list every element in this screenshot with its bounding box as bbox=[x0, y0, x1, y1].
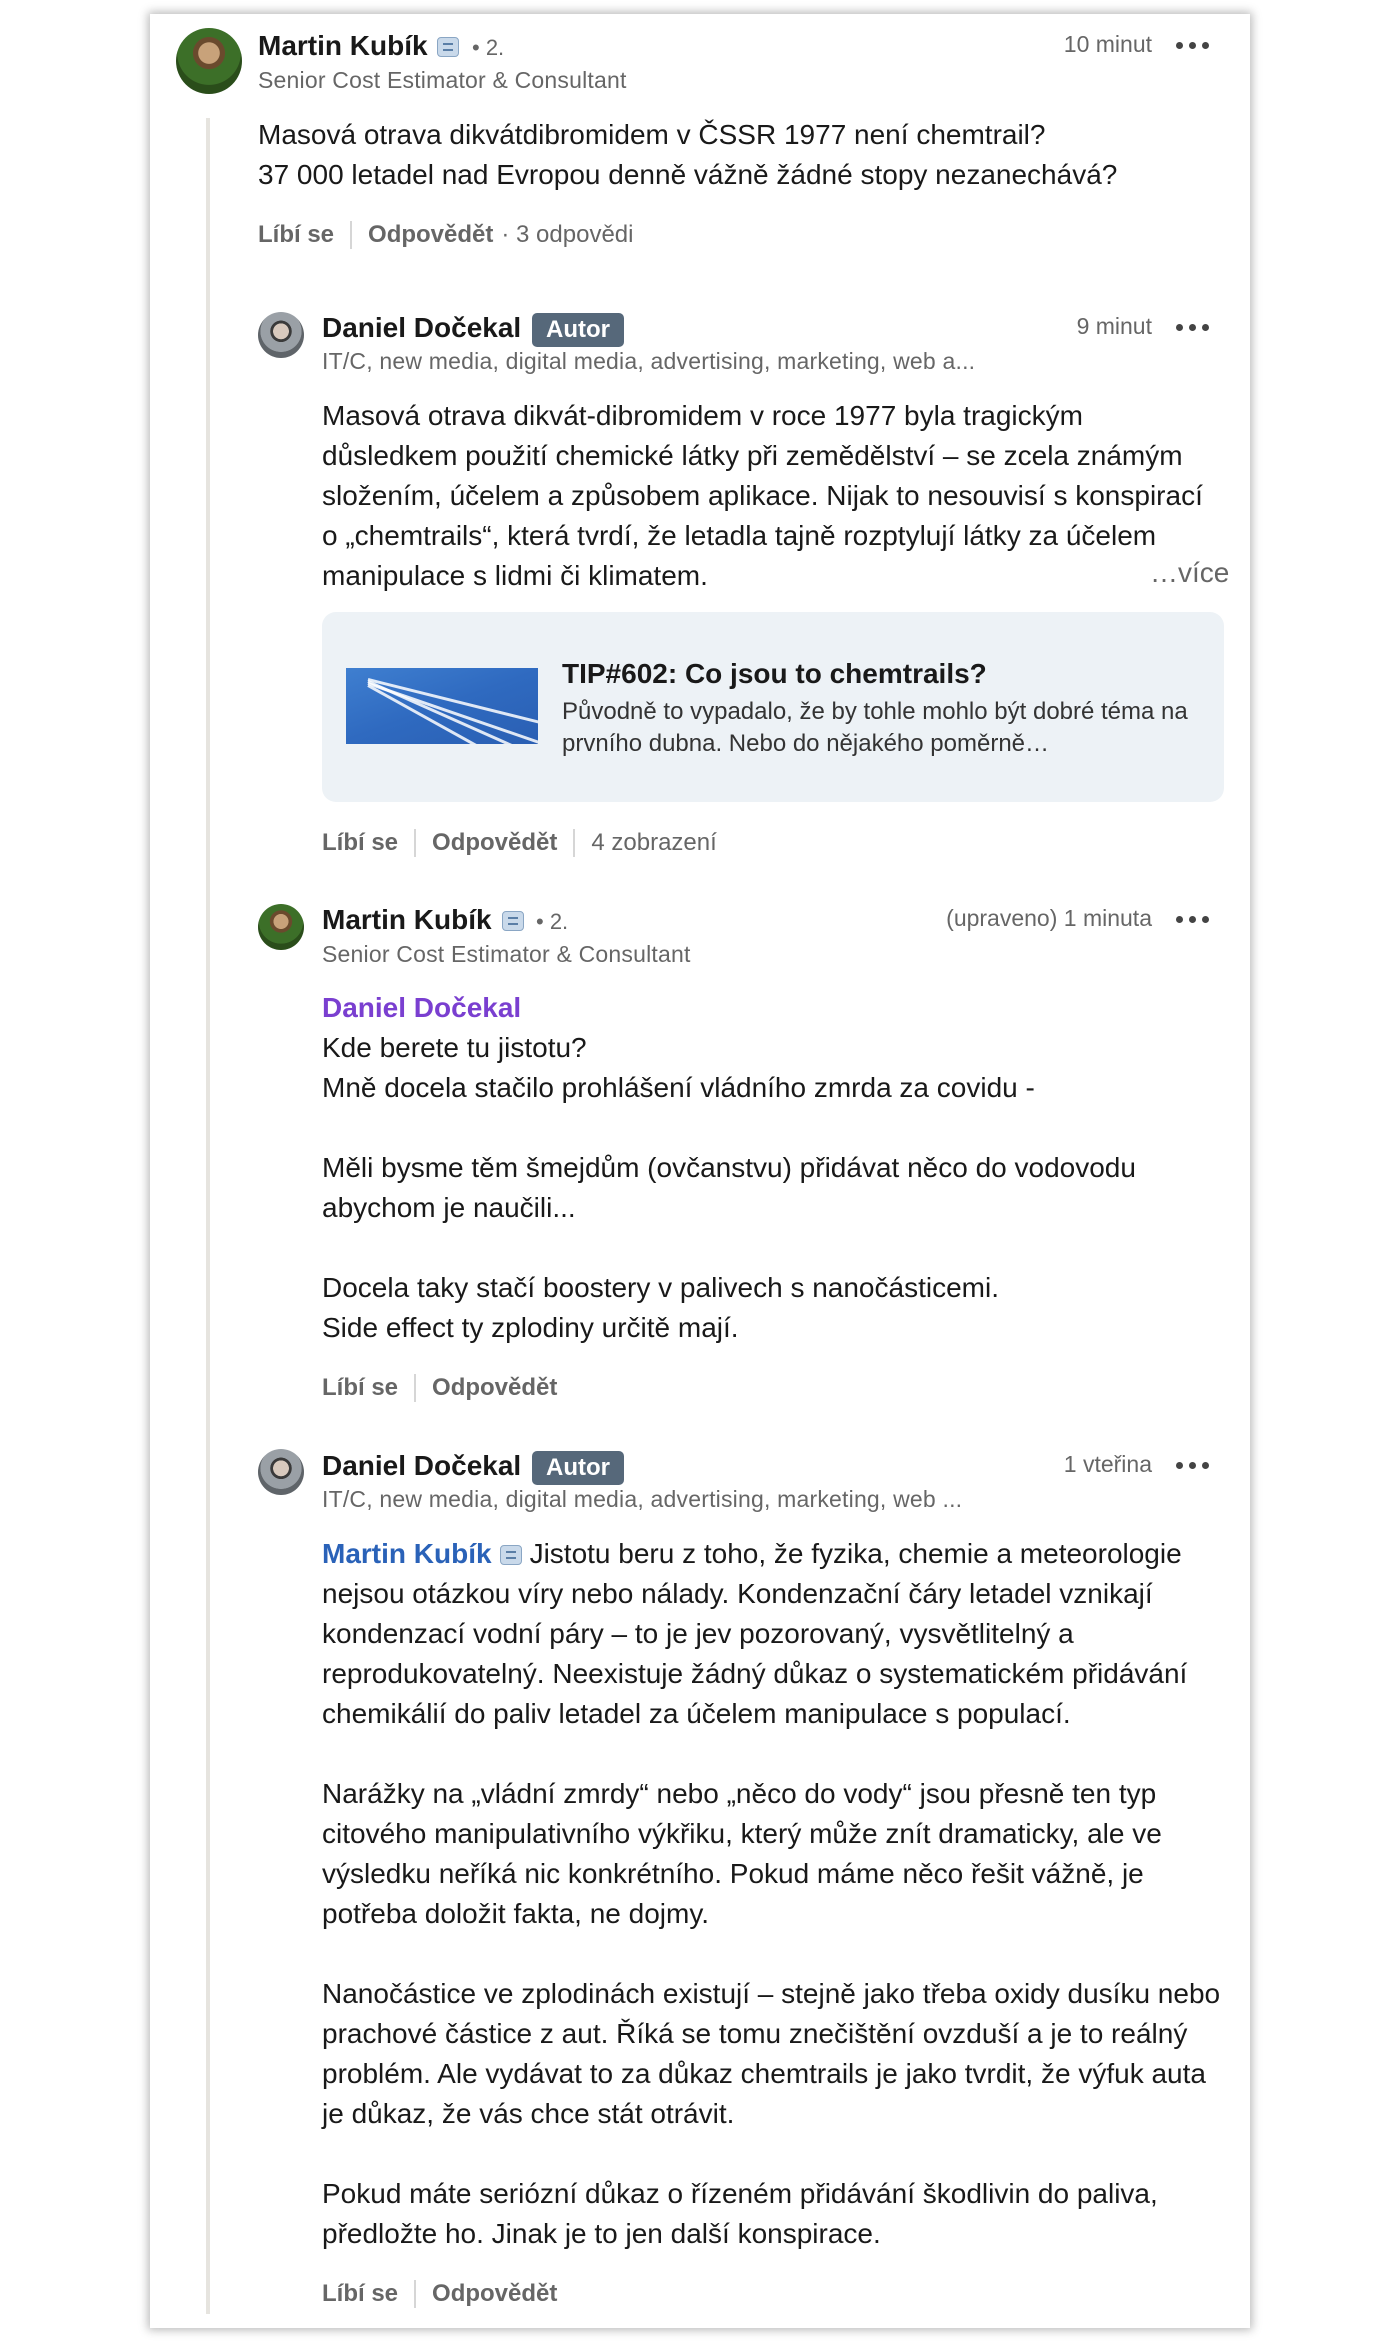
like-button[interactable]: Líbí se bbox=[258, 221, 335, 248]
comment-text: Masová otrava dikvát-dibromidem v roce 1977 byla tragickým důsledkem použití chemické látky při zemědělství – se zcela známým složením, účelem a způsobem aplikace. Nijak to nesouvisí s konspirací o „chemtrails“, která tvrdí, že letadla tajně rozptylují látky za účelem manipulace s lidmi či klimatem. bbox=[322, 400, 1203, 591]
verified-icon bbox=[500, 1545, 522, 1565]
author-name[interactable]: Martin Kubík bbox=[258, 30, 428, 61]
connection-degree: • 2. bbox=[472, 35, 505, 60]
reply-button[interactable]: Odpovědět bbox=[432, 829, 558, 856]
author-headline: Senior Cost Estimator & Consultant bbox=[258, 67, 627, 93]
comment-actions bbox=[322, 1374, 557, 1402]
avatar-daniel-docekal[interactable] bbox=[258, 1449, 304, 1495]
reply-button[interactable]: Odpovědět bbox=[368, 221, 494, 248]
author-badge: Autor bbox=[532, 1451, 624, 1485]
link-preview-card[interactable] bbox=[322, 612, 1224, 802]
replies-count-link[interactable]: · 3 odpovědi bbox=[501, 221, 634, 248]
like-button[interactable]: Líbí se bbox=[322, 1374, 399, 1401]
preview-description: Původně to vypadalo, že by tohle mohlo být dobré téma na prvního dubna. Nebo do nějakého poměrně… bbox=[562, 698, 1188, 757]
like-button[interactable]: Líbí se bbox=[322, 829, 399, 856]
divider bbox=[414, 829, 416, 857]
comment-actions bbox=[322, 2280, 557, 2308]
author-name[interactable]: Daniel Dočekal bbox=[322, 1450, 522, 1481]
author-name[interactable]: Daniel Dočekal bbox=[322, 312, 522, 343]
mention-link[interactable]: Martin Kubík bbox=[322, 1538, 492, 1569]
reply-button[interactable]: Odpovědět bbox=[432, 2280, 558, 2307]
preview-title: TIP#602: Co jsou to chemtrails? bbox=[562, 658, 987, 689]
more-options-icon[interactable] bbox=[1176, 320, 1210, 334]
reply-button[interactable]: Odpovědět bbox=[432, 1374, 558, 1401]
verified-icon bbox=[437, 37, 459, 57]
divider bbox=[414, 1374, 416, 1402]
like-button[interactable]: Líbí se bbox=[322, 2280, 399, 2307]
divider bbox=[350, 221, 352, 249]
comment-text: Jistotu beru z toho, že fyzika, chemie a meteorologie nejsou otázkou víry nebo nálady. Kondenzační čáry letadel vznikají kondenzací vodní páry – to je jev pozorovaný, vysvětlitelný a reprodukovatelný. Neexistuje žádný důkaz o systematickém přidávání chemikálií do paliv letadel za účelem manipulace s populací. bbox=[322, 1538, 1188, 1729]
more-options-icon[interactable] bbox=[1176, 1458, 1210, 1472]
connection-degree: • 2. bbox=[536, 909, 569, 934]
views-count: 4 zobrazení bbox=[591, 829, 717, 856]
more-options-icon[interactable] bbox=[1176, 38, 1210, 52]
comment-text: Masová otrava dikvátdibromidem v ČSSR 1977 není chemtrail? 37 000 letadel nad Evropou denně vážně žádné stopy nezanechává? bbox=[258, 119, 1118, 190]
comment-text: Kde berete tu jistotu? Mně docela stačilo prohlášení vládního zmrda za covidu - Měli bysme těm šmejdům (ovčanstvu) přidávat něco do vodovodu abychom je naučili... Docela taky stačí boostery v palivech s nanočásticemi. Side effect ty zplodiny určitě mají. bbox=[322, 1032, 1136, 1343]
timestamp: (upraveno) 1 minuta bbox=[946, 905, 1152, 931]
verified-icon bbox=[502, 911, 524, 931]
timestamp: 10 minut bbox=[1063, 31, 1152, 57]
timestamp: 1 vteřina bbox=[1063, 1451, 1152, 1477]
comment-actions bbox=[322, 829, 717, 857]
author-headline: IT/C, new media, digital media, advertising, marketing, web ... bbox=[322, 1486, 963, 1512]
avatar-martin-kubik[interactable] bbox=[258, 904, 304, 950]
divider bbox=[414, 2280, 416, 2308]
timestamp: 9 minut bbox=[1076, 313, 1152, 339]
see-more-link[interactable]: …více bbox=[1150, 557, 1230, 588]
author-headline: Senior Cost Estimator & Consultant bbox=[322, 941, 691, 967]
author-badge: Autor bbox=[532, 313, 624, 347]
avatar-daniel-docekal[interactable] bbox=[258, 312, 304, 358]
mention-link[interactable]: Daniel Dočekal bbox=[322, 992, 522, 1023]
comment-text-first bbox=[322, 1534, 1224, 1734]
preview-thumbnail bbox=[346, 668, 538, 744]
more-options-icon[interactable] bbox=[1176, 912, 1210, 926]
comment-actions bbox=[258, 221, 633, 249]
author-headline: IT/C, new media, digital media, advertising, marketing, web a... bbox=[322, 348, 976, 374]
comment-text-rest: Narážky na „vládní zmrdy“ nebo „něco do vody“ jsou přesně ten typ citového manipulativního výkřiku, který může znít dramaticky, ale ve výsledku neříká nic konkrétního. Pokud máme něco řešit vážně, je potřeba doložit fakta, ne dojmy. Nanočástice ve zplodinách existují – stejně jako třeba oxidy dusíku nebo prachové částice z aut. Říká se tomu znečištění ovzduší a je to reálný problém. Ale vydávat to za důkaz chemtrails je jako tvrdit, že výfuk auta je důkaz, že vás chce stát otrávit. Pokud máte seriózní důkaz o řízeném přidávání škodlivin do paliva, předložte ho. Jinak je to jen další konspirace. bbox=[322, 1778, 1221, 2249]
avatar-martin-kubik[interactable] bbox=[176, 28, 242, 94]
author-name[interactable]: Martin Kubík bbox=[322, 904, 492, 935]
divider bbox=[573, 829, 575, 857]
thread-line bbox=[206, 118, 210, 2314]
